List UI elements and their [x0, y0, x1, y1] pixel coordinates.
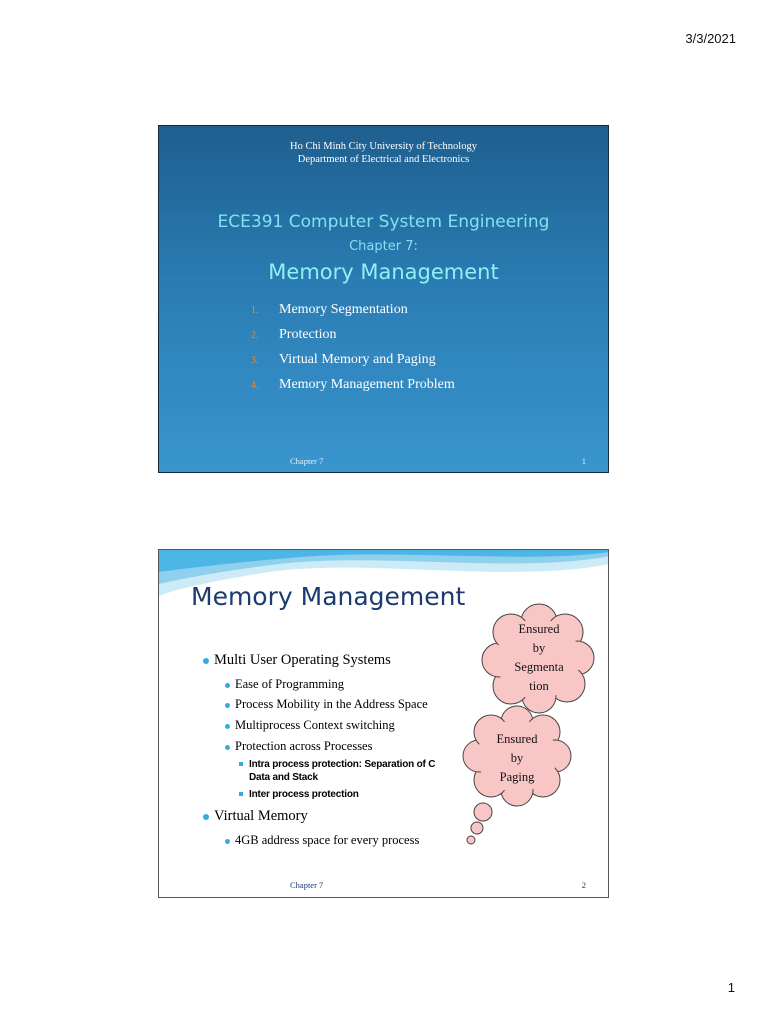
segmentation-callout: Ensured by Segmenta tion [514, 622, 564, 693]
bullet-context: Multiprocess Context switching [225, 718, 395, 733]
date-label: 3/3/2021 [685, 31, 736, 46]
topic-item: 2. Protection [251, 327, 337, 342]
topic-item: 3. Virtual Memory and Paging [251, 352, 436, 367]
sub-bullet-icon [239, 762, 243, 766]
slide-2 [158, 549, 609, 898]
bullet-inter: Inter process protection [239, 789, 359, 800]
bullet-icon [225, 703, 230, 708]
topic-item: 4. Memory Management Problem [251, 377, 455, 392]
bullet-icon [203, 814, 209, 820]
bullet-protection: Protection across Processes [225, 739, 372, 754]
bullet-icon [225, 839, 230, 844]
course-title: ECE391 Computer System Engineering [217, 212, 550, 232]
bullet-multi-user: Multi User Operating Systems [203, 652, 391, 669]
slide1-footer-number: 1 [581, 456, 586, 466]
bullet-mobility: Process Mobility in the Address Space [225, 697, 428, 712]
bullet-address-space: 4GB address space for every process [225, 833, 419, 848]
page-number: 1 [727, 980, 735, 995]
bullet-icon [225, 683, 230, 688]
bullet-icon [203, 658, 209, 664]
slide-1 [158, 125, 609, 473]
bullet-intra-cont: Data and Stack [249, 772, 318, 783]
slide1-header [159, 140, 608, 166]
university-name: Ho Chi Minh City University of Technology [290, 141, 477, 152]
bullet-icon [225, 724, 230, 729]
slide2-title: Memory Management [191, 582, 466, 611]
topic-list [251, 298, 455, 398]
slide1-footer-chapter: Chapter 7 [290, 456, 324, 466]
paging-callout: Ensured by Paging [496, 732, 538, 784]
slide2-footer-chapter: Chapter 7 [290, 880, 324, 890]
bullet-icon [225, 745, 230, 750]
bullet-virtual-memory: Virtual Memory [203, 808, 308, 825]
sub-bullet-icon [239, 792, 243, 796]
bullet-intra: Intra process protection: Separation of C [239, 759, 435, 770]
department-name: Department of Electrical and Electronics [297, 154, 470, 165]
slide2-footer-number: 2 [581, 880, 586, 890]
chapter-label: Chapter 7: [349, 239, 418, 254]
bullet-ease: Ease of Programming [225, 677, 344, 692]
slide1-title: Memory Management [268, 260, 499, 284]
topic-item: 1. Memory Segmentation [251, 302, 408, 317]
